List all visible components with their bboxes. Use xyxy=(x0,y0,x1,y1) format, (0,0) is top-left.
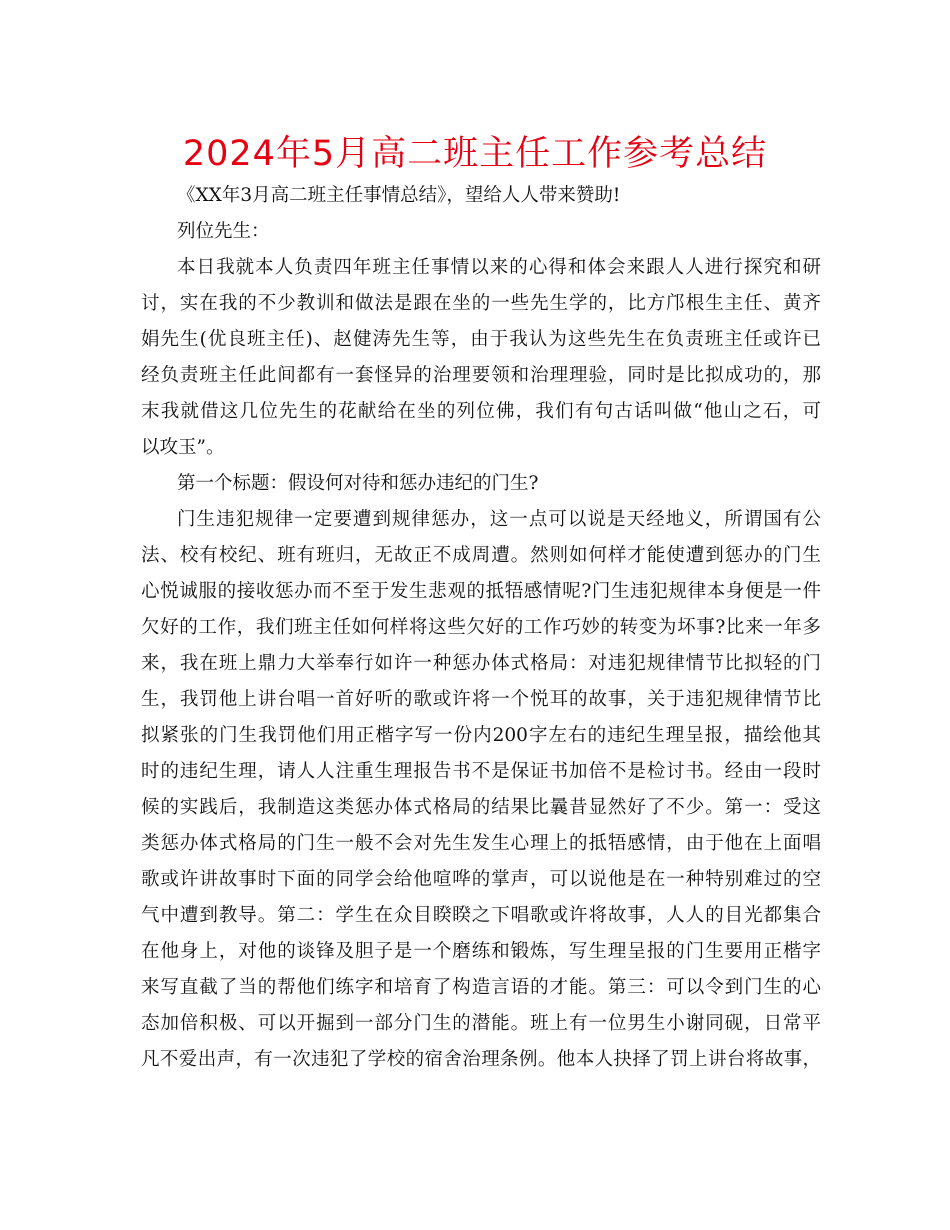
paragraph-line: 经负责班主任此间都有一套怪异的治理要领和治理理验，同时是比拟成功的，那 xyxy=(141,365,821,386)
paragraph-line: 时的违纪生理，请人人注重生理报告书不是保证书加倍不是检讨书。经由一段时 xyxy=(141,761,821,782)
paragraph-line: 歌或许讲故事时下面的同学会给他喧哗的掌声，可以说他是在一种特别难过的空 xyxy=(141,869,821,890)
paragraph-line: 列位先生： xyxy=(177,221,270,242)
paragraph-line: 末我就借这几位先生的花献给在坐的列位佛，我们有句古话叫做“他山之石，可 xyxy=(141,401,821,422)
paragraph-line: 以攻玉”。 xyxy=(141,437,225,458)
paragraph-line: 拟紧张的门生我罚他们用正楷字写一份内200字左右的违纪生理呈报，描绘他其 xyxy=(141,725,821,746)
document-body xyxy=(141,178,821,1078)
paragraph-line: 法、校有校纪、班有班归，无故正不成周遭。然则如何样才能使遭到惩办的门生 xyxy=(141,545,821,566)
paragraph-line: 生，我罚他上讲台唱一首好听的歌或许将一个悦耳的故事，关于违犯规律情节比 xyxy=(141,689,821,710)
paragraph-line: 来，我在班上鼎力大举奉行如许一种惩办体式格局：对违犯规律情节比拟轻的门 xyxy=(141,653,821,674)
paragraph-line: 凡不爱出声，有一次违犯了学校的宿舍治理条例。他本人抉择了罚上讲台将故事， xyxy=(141,1049,821,1070)
paragraph-line: 讨，实在我的不少教训和做法是跟在坐的一些先生学的，比方邝根生主任、黄齐 xyxy=(141,293,821,314)
paragraph-line: 欠好的工作，我们班主任如何样将这些欠好的工作巧妙的转变为坏事?比来一年多 xyxy=(141,617,821,638)
paragraph-line: 《XX年3月高二班主任事情总结》，望给人人带来赞助! xyxy=(177,185,621,206)
paragraph-line: 娟先生(优良班主任)、赵健涛先生等，由于我认为这些先生在负责班主任或许已 xyxy=(141,329,821,350)
paragraph-line: 气中遭到教导。第二：学生在众目睽睽之下唱歌或许将故事，人人的目光都集合 xyxy=(141,905,821,926)
paragraph-line: 第一个标题：假设何对待和惩办违纪的门生? xyxy=(177,473,539,494)
paragraph-line: 态加倍积极、可以开掘到一部分门生的潜能。班上有一位男生小谢同砚，日常平 xyxy=(141,1013,821,1034)
paragraph-line: 候的实践后，我制造这类惩办体式格局的结果比曩昔显然好了不少。第一：受这 xyxy=(141,797,821,818)
paragraph-line: 门生违犯规律一定要遭到规律惩办，这一点可以说是天经地义，所谓国有公 xyxy=(177,509,821,530)
paragraph-line: 本日我就本人负责四年班主任事情以来的心得和体会来跟人人进行探究和研 xyxy=(177,257,821,278)
paragraph-line: 类惩办体式格局的门生一般不会对先生发生心理上的抵牾感情，由于他在上面唱 xyxy=(141,833,821,854)
document-title: 2024年5月高二班主任工作参考总结 xyxy=(182,134,768,174)
paragraph-line: 在他身上，对他的谈锋及胆子是一个磨练和锻炼，写生理呈报的门生要用正楷字 xyxy=(141,941,821,962)
paragraph-line: 来写直截了当的帮他们练字和培育了构造言语的才能。第三：可以令到门生的心 xyxy=(141,977,821,998)
paragraph-line: 心悦诚服的接收惩办而不至于发生悲观的抵牾感情呢?门生违犯规律本身便是一件 xyxy=(141,581,821,602)
